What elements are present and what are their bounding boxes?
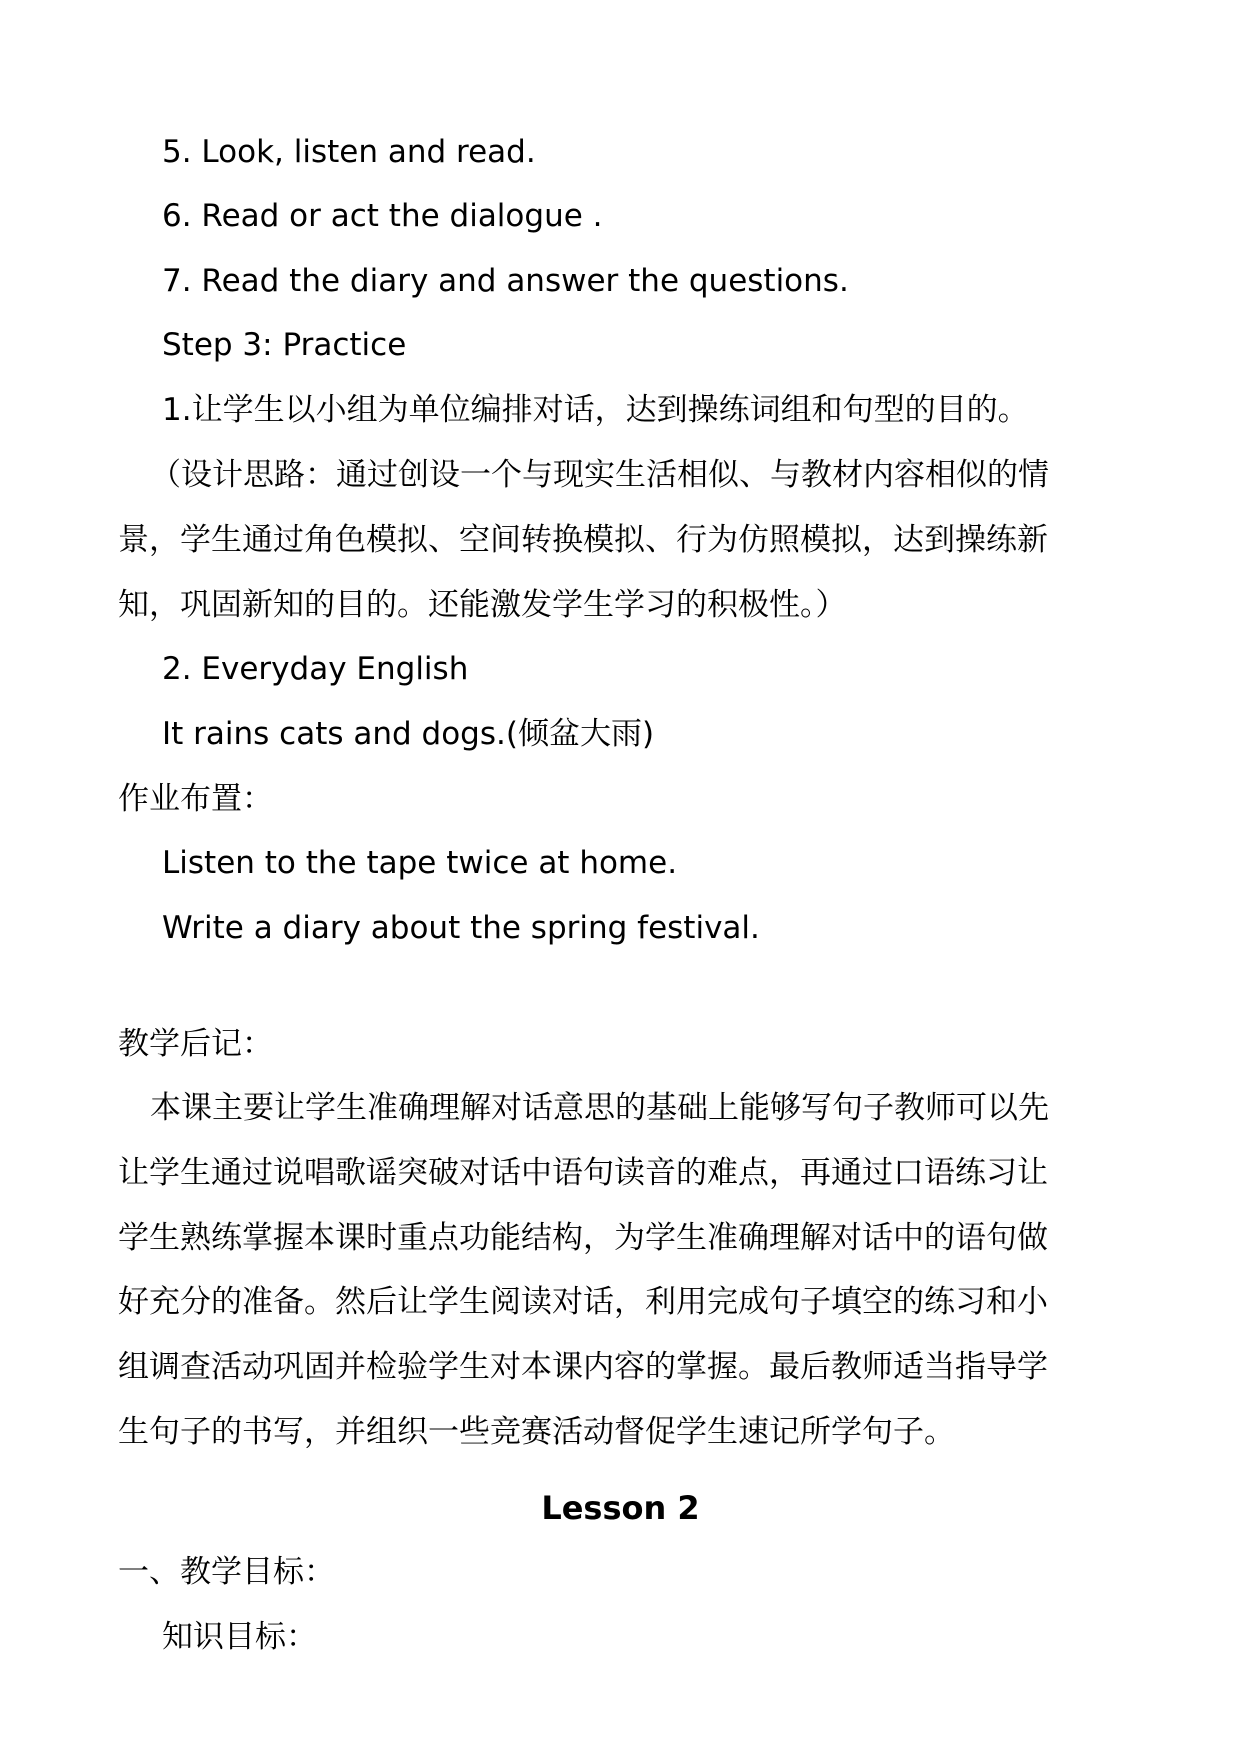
- design-note-line-1: （设计思路：通过创设一个与现实生活相似、与教材内容相似的情: [150, 457, 1049, 493]
- lesson-title: Lesson 2: [541, 1489, 700, 1527]
- step-item-5: 5. Look, listen and read.: [162, 134, 536, 170]
- everyday-english-phrase: It rains cats and dogs.(倾盆大雨): [162, 716, 655, 752]
- postscript-line-4: 好充分的准备。然后让学生阅读对话，利用完成句子填空的练习和小: [118, 1284, 1048, 1320]
- homework-heading: 作业布置：: [118, 781, 273, 817]
- step-3-heading: Step 3: Practice: [162, 327, 407, 363]
- homework-item-1: Listen to the tape twice at home.: [162, 845, 678, 881]
- homework-item-2: Write a diary about the spring festival.: [162, 910, 760, 946]
- step-item-7: 7. Read the diary and answer the questions.: [162, 263, 849, 299]
- practice-item-1: 1.让学生以小组为单位编排对话，达到操练词组和句型的目的。: [162, 392, 1029, 428]
- postscript-line-6: 生句子的书写，并组织一些竞赛活动督促学生速记所学句子。: [118, 1414, 955, 1450]
- postscript-line-1: 本课主要让学生准确理解对话意思的基础上能够写句子教师可以先: [150, 1090, 1049, 1126]
- section-heading-objectives: 一、教学目标：: [118, 1554, 335, 1590]
- postscript-heading: 教学后记：: [118, 1026, 273, 1062]
- postscript-line-5: 组调查活动巩固并检验学生对本课内容的掌握。最后教师适当指导学: [118, 1349, 1048, 1385]
- postscript-line-3: 学生熟练掌握本课时重点功能结构，为学生准确理解对话中的语句做: [118, 1220, 1048, 1256]
- design-note-line-3: 知，巩固新知的目的。还能激发学生学习的积极性。）: [118, 587, 847, 623]
- practice-item-2: 2. Everyday English: [162, 651, 469, 687]
- postscript-line-2: 让学生通过说唱歌谣突破对话中语句读音的难点，再通过口语练习让: [118, 1155, 1048, 1191]
- step-item-6: 6. Read or act the dialogue .: [162, 198, 603, 234]
- design-note-line-2: 景，学生通过角色模拟、空间转换模拟、行为仿照模拟，达到操练新: [118, 522, 1048, 558]
- knowledge-objectives-heading: 知识目标：: [162, 1619, 317, 1655]
